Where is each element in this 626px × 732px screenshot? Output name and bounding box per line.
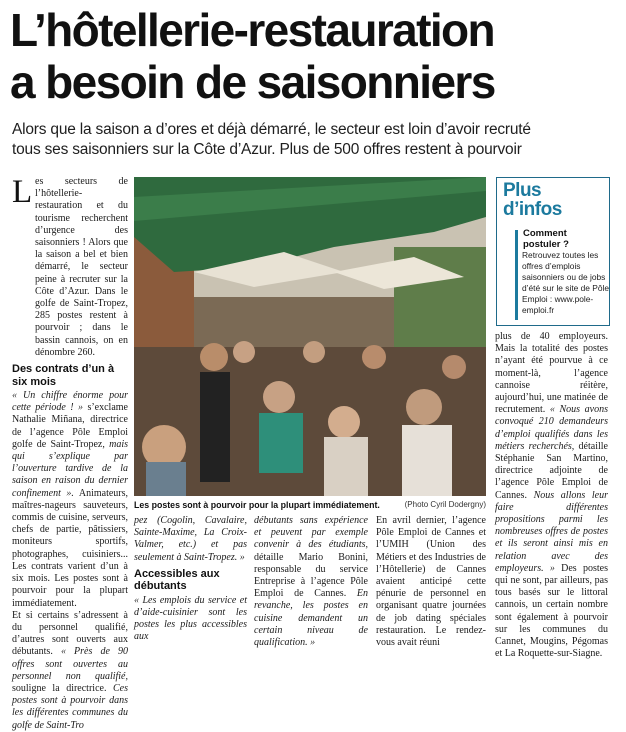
info-question-line-1: Comment <box>523 228 567 239</box>
info-accent-bar <box>515 230 518 320</box>
article-column-4 <box>376 515 486 649</box>
quote-text: mais qui s’explique par l’ouverture tardive de la saison en raison du dernier confinement ». <box>12 438 128 499</box>
quote-text: En revanche, les postes en cuisine demandent un certain niveau de qualification. » <box>254 588 368 649</box>
quote-text: « Nous avons convoqué 210 demandeurs d’emploi qualifiés dans les métiers recherchés, <box>495 404 608 452</box>
info-title <box>503 181 562 219</box>
paragraph-recruitment <box>495 331 608 660</box>
quote-text: « Près de 90 offres sont ouvertes au personnel non qualifié, <box>12 646 128 682</box>
info-text-line: saisonniers ou de jobs <box>522 272 606 282</box>
restaurant-terrace-photo <box>134 177 486 496</box>
article-column-5 <box>495 331 608 660</box>
diner <box>146 462 186 496</box>
article-column-3 <box>254 515 368 649</box>
body-text: Animateurs, maîtres-nageurs sauveteurs, commis de cuisine, serveurs, chefs de partie, pâtissiers, moniteurs sportifs, photographes, cuisiniers... Les contrats varient d’un à six mois. Les postes sont à pourvoir pour la plupart immédiatement. <box>12 487 129 609</box>
quote-text: « Un chiffre énorme pour cette période ! » <box>12 390 128 414</box>
info-text <box>522 250 610 316</box>
headline-line-1: L’hôtellerie-restauration <box>10 4 495 56</box>
paragraph-continued <box>134 515 247 564</box>
body-text: Et si certains s’adressent à du personnel qualifié, d’autres sont ouverts aux débutants. <box>12 609 128 658</box>
drop-cap: L <box>12 174 33 210</box>
info-title-line-1: Plus <box>503 180 542 201</box>
standfirst <box>12 120 618 160</box>
info-text-line: emploi.fr <box>522 305 555 315</box>
body-text: plus de 40 employeurs. Mais la totalité des postes n’ayant été pourvue à ce moment-là, l’agence cannoise réitère, aujourd’hui, une matinée de recrutement. <box>495 331 608 416</box>
info-text-line: Emploi : www.pole- <box>522 294 594 304</box>
paragraph-beginners <box>134 595 247 644</box>
quote-text: Ces postes sont à pourvoir dans les différentes communes du golfe de Saint-Tro <box>12 682 128 731</box>
quote-text: Nous allons leur faire différentes propositions parmi les nombreuses offres de postes et ils seront ainsi mis en relation avec des employeurs. » <box>495 489 608 574</box>
quote-text: pez (Cogolin, Cavalaire, Sainte-Maxime, La Croix-Valmer, etc.) et pas seulement à Saint-Tropez. » <box>134 515 247 563</box>
headline-line-2: a besoin de saisonniers <box>10 56 495 108</box>
paragraph-job-dating: En avril dernier, l’agence Pôle Emploi de Cannes et l’UMIH (Union des Métiers et des Industries de l’Hôtellerie) de Cannes avaient anticipé cette pénurie de personnel en organisant quatre journées de job dating spéciales restauration. Le rendez-vous avait réuni <box>376 515 486 649</box>
subhead-beginners: Accessibles aux débutants <box>134 567 220 593</box>
waiter <box>200 343 228 371</box>
quote-text: débutants sans expérience et peuvent par exemple convenir à des étudiants, <box>254 515 368 551</box>
diner <box>259 413 303 473</box>
body-text: Des postes qui ne sont, par ailleurs, pas tous basés sur le littoral cannois, un certain nombre sont également à pourvoir sur les communes du Cannet, Mougins, Pégomas et La Roquette-sur-Siagne. <box>495 562 608 660</box>
more-info-box <box>496 177 610 326</box>
photo-caption: Les postes sont à pourvoir pour la plupart immédiatement. <box>134 500 380 510</box>
diner <box>362 345 386 369</box>
body-text: s’exclame Nathalie Miñana, directrice de l’agence Pôle Emploi golfe de Saint-Tropez, <box>12 402 128 450</box>
info-question <box>523 228 569 250</box>
info-question-line-2: postuler ? <box>523 239 569 250</box>
quote-text: « Les emplois du service et d’aide-cuisinier sont les postes les plus accessibles aux <box>134 594 247 643</box>
headline <box>10 4 620 108</box>
info-text-line: d’été sur le site de Pôle <box>522 283 610 293</box>
diner <box>328 406 360 438</box>
diner <box>303 341 325 363</box>
article-intro: es secteurs de l’hôtellerie-restauration et du tourisme recherchent d’urgence des saisonniers ! Alors que la saison a bel et bien démarré, le secteur peine à recruter sur la Côte d’Azur. Dans le golfe de Saint-Tropez, 285 postes restent à pourvoir ; dans le bassin cannois, on en dénombre 260. <box>35 176 128 358</box>
paragraph-qualified <box>12 610 128 732</box>
standfirst-line-2: tous ses saisonniers sur la Côte d’Azur. Plus de 500 offres restent à pourvoir <box>12 141 522 158</box>
diner <box>402 425 452 496</box>
diner <box>233 341 255 363</box>
article-column-1 <box>12 176 129 731</box>
article-column-2 <box>134 515 247 643</box>
diner <box>406 389 442 425</box>
waiter <box>200 372 230 482</box>
subhead-contracts: Des contrats d’un à six mois <box>12 363 115 388</box>
photo-credit: (Photo Cyril Dodergny) <box>404 500 486 509</box>
diner <box>442 355 466 379</box>
photo-illustration <box>134 177 486 496</box>
body-text: souligne la directrice. <box>12 682 113 694</box>
info-title-line-2: d’infos <box>503 199 562 220</box>
info-text-line: offres d’emplois <box>522 261 581 271</box>
diner <box>324 437 368 496</box>
info-text-line: Retrouvez toutes les <box>522 250 599 260</box>
body-text: détaille Mario Bonini, responsable du service Entreprise à l’agence Pôle Emploi de Cannes. <box>254 551 368 600</box>
paragraph-quote-director <box>12 390 128 610</box>
body-text: détaille Stéphanie San Martino, directrice adjointe de l’agence Pôle Emploi de Cannes. <box>495 440 608 501</box>
paragraph-cannes <box>254 515 368 649</box>
diner <box>263 381 295 413</box>
standfirst-line-1: Alors que la saison a d’ores et déjà démarré, le secteur est loin d’avoir recruté <box>12 121 531 138</box>
photo-caption-row <box>134 498 486 512</box>
